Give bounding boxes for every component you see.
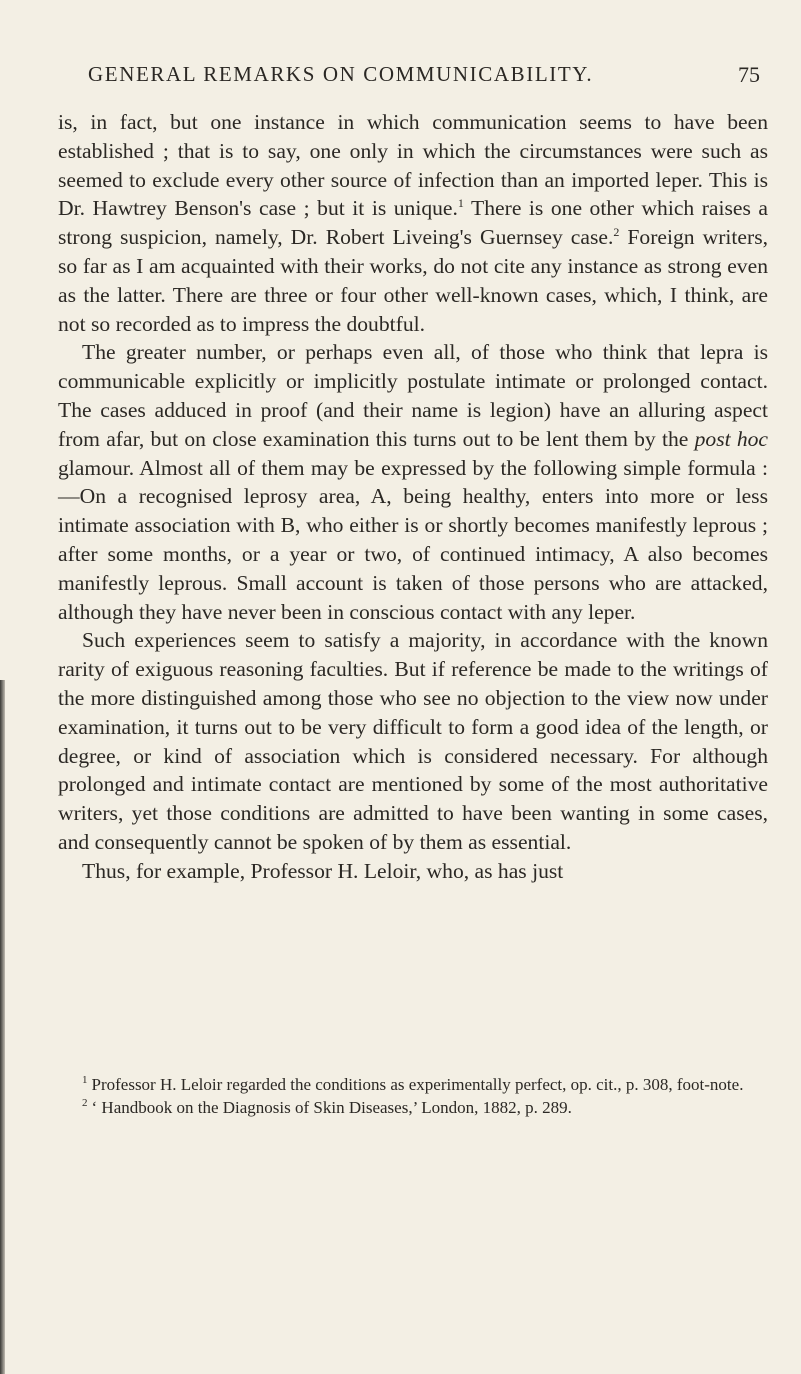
paragraph-1 xyxy=(58,108,768,338)
paragraph-2-text-a: The greater number, or perhaps even all, of those who think that lepra is communicable explicitly or implicitly postulate intimate or prolonged contact. The cases adduced in proof (and their name is legion) have an alluring aspect from afar, but on close examination this turns out to be lent them by the xyxy=(58,340,768,451)
footnote-2 xyxy=(58,1096,768,1119)
footnote-2-mark: 2 xyxy=(82,1097,88,1110)
footnote-1-text: Professor H. Leloir regarded the conditions as experimentally perfect, op. cit., p. 308, foot-note. xyxy=(91,1075,744,1094)
paragraph-2-text-b: glamour. Almost all of them may be expressed by the following simple formula :—On a recognised leprosy area, A, being healthy, enters into more or less intimate association with B, who either is or shortly becomes manifestly leprous ; after some months, or a year or two, of continued intimacy, A also becomes manifestly leprous. Small account is taken of those persons who are attacked, although they have never been in conscious contact with any leper. xyxy=(58,455,768,624)
footnote-ref-2: 2 xyxy=(613,225,620,239)
footnote-ref-1: 1 xyxy=(457,196,464,211)
footnote-1 xyxy=(58,1073,768,1096)
paragraph-2-italic-phrase: post hoc xyxy=(694,426,769,451)
page-header xyxy=(60,62,766,92)
page-number: 75 xyxy=(738,62,760,87)
running-head: GENERAL REMARKS ON COMMUNICABILITY. xyxy=(88,62,594,86)
paragraph-1-text-c: Foreign writers, so far as I am acquainted with their works, do not cite any instance as strong even as the latter. There are three or four other well-known cases, which, I think, are not so recorded as to impress the doubtful. xyxy=(58,225,769,336)
paragraph-2 xyxy=(58,338,768,626)
paragraph-4: Thus, for example, Professor H. Leloir, who, as has just xyxy=(82,858,564,883)
paragraph-3: Such experiences seem to satisfy a majority, in accordance with the known rarity of exiguous reasoning faculties. But if reference be made to the writings of the more distinguished among those who see no objection to the view now under examination, it turns out to be very difficult to form a good idea of the length, or degree, or kind of association which is considered necessary. For although prolonged and intimate contact are mentioned by some of the most authoritative writers, yet those conditions are admitted to have been wanting in some cases, and consequently cannot be spoken of by them as essential. xyxy=(58,628,768,854)
paragraph-1-text-b: There is one other which raises a strong suspicion, namely, Dr. Robert Liveing's Guernsey case. xyxy=(58,196,769,250)
footnote-2-text: ‘ Handbook on the Diagnosis of Skin Diseases,’ London, 1882, p. 289. xyxy=(91,1098,572,1117)
footnote-1-mark: 1 xyxy=(82,1074,88,1087)
paragraph-1-text-a: is, in fact, but one instance in which communication seems to have been established ; that is to say, one only in which the circumstances were such as seemed to exclude every other source of infection than an imported leper. This is Dr. Hawtrey Benson's case ; but it is unique. xyxy=(58,110,768,221)
binding-edge-shadow xyxy=(0,680,5,1374)
footnotes xyxy=(58,1073,768,1119)
body-text xyxy=(58,108,768,886)
